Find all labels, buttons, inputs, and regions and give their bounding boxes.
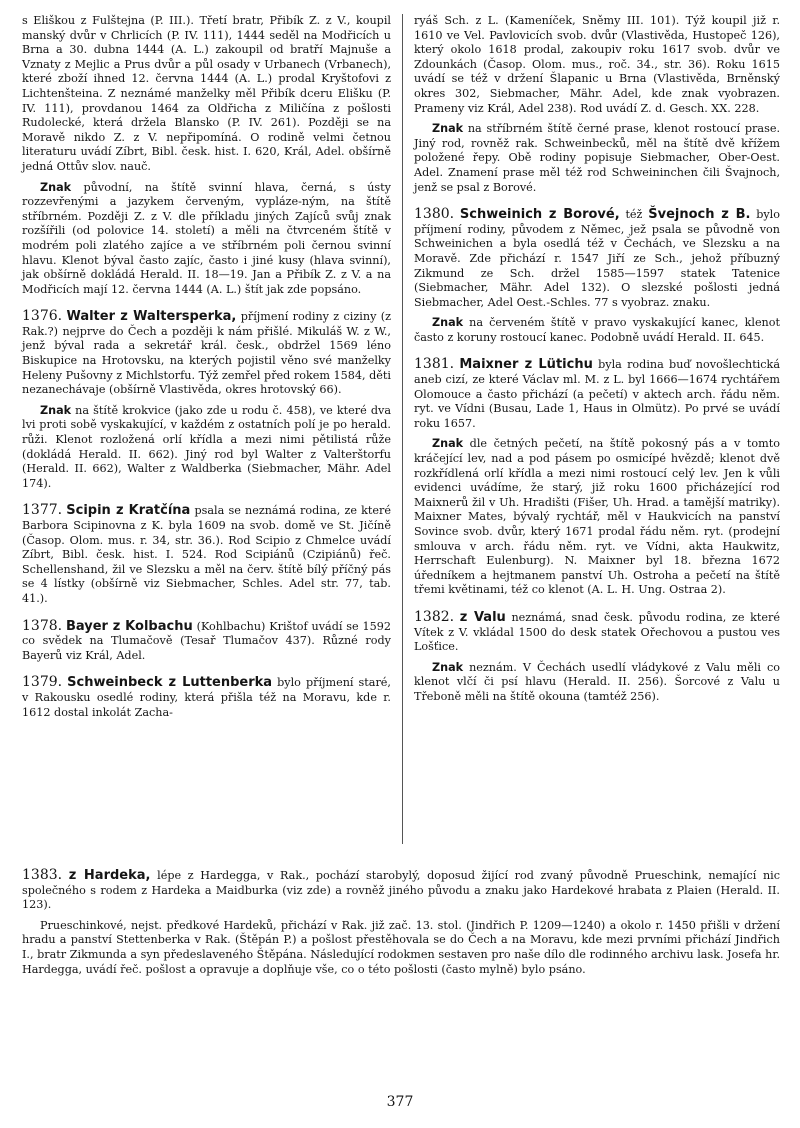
column-divider: [402, 14, 403, 844]
continuation-znak-paragraph: [414, 122, 780, 195]
znak-text: na červeném štítě v pravo vyskakující kanec, klenot často z koruny rostoucí kanec. Podobně uvádí Herald. II. 645.: [414, 316, 780, 344]
entry-number: 1381.: [414, 356, 455, 373]
znak-lead: Znak: [40, 403, 72, 417]
entry-1379: [22, 675, 391, 720]
entry-1380: [414, 207, 780, 345]
znak-text: dle četných pečetí, na štítě pokosný pás a v tomto kráčející lev, nad a pod pásem po osmicípé hvězdě; klenot dvě rozkřídlená orlí křídla a mezi nimi rostoucí celý lev. Jen k vůli evidenci uvádíme, že starý, již roku 1600 přicházející rod Maixnerů žil v Uh. Hradišti (Fišer, Uh. Hrad. a tamější matriky). Maixner Mates, bývalý rychtář, měl v Haukvicích na panství Sovince svob. dvůr, který 1671 prodal řádu něm. ryt. (prodejní smlouva v arch. řádu něm. ryt. ve Vídni, akta Haukwitz, Herrschaft Eulenburg). N. Maixner byl 18. března 1672 úředníkem a hejtmanem panství Uh. Ostroha a pečetí na štítě třemi květinami, též co klenot (A. L. H. Ung. Ostraa 2).: [414, 437, 780, 597]
znak-lead: Znak: [432, 316, 464, 330]
entry-name: z Valu: [459, 609, 506, 625]
entry-1377: [22, 503, 391, 606]
entry-text: bylo příjmení staré, v Rakousku osedlé rodiny, která přišla též na Moravu, kde r. 1612 dostal inkolát Zacha-: [22, 676, 391, 719]
continuation-paragraph: ryáš Sch. z L. (Kameníček, Sněmy III. 101). Týž koupil již r. 1610 ve Vel. Pavlovicích svob. dvůr (Vlastivěda, Hustopeč 126), který okolo 1618 prodal, zakoupiv roku 1617 svob. dvůr ve Zdounkách (Časop. Olom. mus., roč. 34., str. 36). Roku 1615 uvádí se též v držení Šlapanic u Brna (Vlastivěda, Brněnský okres 302, Siebmacher, Mähr. Adel, kde znak vyobrazen. Prameny viz Král, Adel 238). Rod uvádí Z. d. Gesch. XX. 228.: [414, 14, 780, 115]
entry-1376: [22, 309, 391, 491]
znak-lead: Znak: [40, 180, 72, 194]
intro-paragraph: s Eliškou z Fulštejna (P. III.). Třetí bratr, Přibík Z. z V., koupil manský dvůr v Chrlicích (P. IV. 111), 1444 seděl na Modřicích u Brna a 30. dubna 1444 (A. L.) zakoupil od bratří Majnuše a Vznaty z Mejlic a Prus dvůr a půl osady v Urbanech (Vrbanech), které zboží ihned 12. června 1444 (A. L.) prodal Kryštofovi z Lichtenšteina. Z neznámé manželky měl Přibík dceru Elišku (P. IV. 111), provdanou 1464 za Oldřicha z Miličína z pošlosti Rudolecké, která držela Blansko (P. IV. 261). Později se na Moravě nikdo Z. z V. nepřipomíná. O rodině velmi četnou literaturu uvádí Zíbrt, Bibl. česk. hist. I. 620, Král, Adel. obšírně jedná Ottův slov. nauč.: [22, 14, 391, 173]
entry-number: 1377.: [22, 502, 63, 519]
entry-number: 1383.: [22, 867, 63, 883]
entry-paragraph: Prueschinkové, nejst. předkové Hardeků, přichází v Rak. již zač. 13. stol. (Jindřich P. 1209—1240) a okolo r. 1450 přišli v držení hradu a panství Stettenberka v Rak. (Štěpán P.) a pošlost přestěhovala se do Čech a na Moravu, kde mezi prvními přichází Jindřich I., bratr Zikmunda a syn předeslaveného Štěpána. Následující rodokmen sestaven pro naše dílo dle rodinného archivu lask. Josefa hr. Hardegga, uvádí řeč. pošlost a opravuje a doplňuje vše, co o této pošlosti (často mylně) bylo psáno.: [22, 918, 780, 976]
left-column: [22, 14, 391, 720]
entry-name: Schweinich z Borové,: [459, 207, 620, 223]
znak-text: původní, na štítě svinní hlava, černá, s ústy rozzevřenými a jazykem červeným, vypláze-ným, na štítě stříbrném. Později Z. z V. dle příkladu jiných Zajíců svůj znak rozšířili (od polovice 14. století) a měli na čtvrceném štítě v modrém poli zlatého zajíce a ve stříbrném poli černou svinní hlavu. Klenot býval často zajíc, často i jiné kusy (hlava svinní), jak obšírně dokládá Herald. II. 18—19. Jan a Přibík Z. z V. a na Modřicích mají 12. června 1444 (A. L.) štít jak zde popsáno.: [22, 180, 391, 296]
page-number: 377: [386, 1094, 414, 1110]
znak-text: na stříbrném štítě černé prase, klenot rostoucí prase. Jiný rod, rovněž rak. Schweinbecků, měl na štítě dvě křížem položené řepy. Obě rodiny popisuje Siebmacher, Ober-Oest. Adel. Znamení prase měl též rod Schweininchen čili Švajnoch, jenž se psal z Borové.: [414, 122, 780, 194]
znak-text: na štítě krokvice (jako zde u rodu č. 458), ve které dva lvi proti sobě vyskakující, v každém z ostatních polí je po herald. růži. Klenot rozložená orlí křídla a mezi nimi pětilistá růže (dokládá Herald. II. 662). Jiný rod byl Walter z Valterštorfu (Herald. II. 662), Walter z Waldberka (Siebmacher, Mähr. Adel 174).: [22, 403, 391, 490]
entry-text: byla rodina buď novošlechtická aneb cizí, ze které Václav ml. M. z L. byl 1666—1674 rychtářem Olomouce a často přichází (a pečetí) v aktech arch. řádu něm. ryt. ve Vídni (Busau, Lade 1, Haus in Olmütz). Po prvé se uvádí roku 1657.: [414, 358, 781, 430]
entry-number: 1378.: [22, 617, 63, 634]
entry-1378: [22, 619, 391, 664]
entry-1381: [414, 357, 780, 598]
right-column: [414, 14, 780, 705]
znak-lead: Znak: [432, 660, 464, 674]
entry-text: příjmení rodiny z ciziny (z Rak.?) nejprve do Čech a později k nám přišlé. Mikuláš W. z W., jenž býval rada a sekretář král. česk., obdržel 1569 léno Biskupice na Hrotovsku, na kterých pojistil věno své manželky Heleny Pušovny z Michlstorfu. Týž zemřel před rokem 1584, děti nezanechávaje (obšírně Vlastivěda, okres hrotovský 66).: [22, 310, 391, 397]
znak-lead: Znak: [432, 122, 464, 136]
entry-text: neznámá, snad česk. původu rodina, ze které Vítek z V. vkládal 1500 do desk statek Ořechovou a pustou ves Lošťice.: [414, 610, 780, 654]
znak-text: neznám. V Čechách usedlí vládykové z Valu měli co klenot vlčí či psí hlavu (Herald. II. 256). Šorcové z Valu u Třeboně měli na štítě okouna (tamtéž 256).: [414, 660, 780, 703]
entry-name: Schweinbeck z Luttenberka: [67, 675, 273, 691]
entry-name: Scipin z Kratčína: [66, 503, 191, 519]
entry-number: 1382.: [414, 608, 455, 625]
entry-name: Maixner z Lütichu: [459, 357, 593, 373]
entry-1382: [414, 610, 780, 705]
entry-name: Bayer z Kolbachu: [65, 618, 193, 634]
entry-text: psala se neznámá rodina, ze které Barbora Scipinovna z K. byla 1609 na svob. domě ve St. Jičíně (Časop. Olom. mus. r. 34, str. 36.). Rod Scipio z Chmelce uvádí Zíbrt, Bibl. česk. hist. I. 524. Rod Scipiánů (Czipiánů) řeč. Schellenshand, žil ve Slezsku a měl na červ. štítě bílý příčný pás se 4 lístky (obšírně viz Siebmacher, Schles. Adel str. 77, tab. 41.).: [22, 504, 391, 605]
entry-number: 1376.: [22, 308, 63, 325]
entry-number: 1379.: [22, 674, 63, 691]
entry-number: 1380.: [414, 206, 455, 223]
entry-name-alt: Švejnoch z B.: [648, 207, 751, 223]
entry-name-suffix: též: [619, 208, 649, 222]
entry-1383: [22, 868, 780, 977]
entry-name: z Hardeka,: [68, 868, 151, 883]
entry-text: (Kohlbachu) Krištof uvádí se 1592 co svědek na Tlumačově (Tesař Tlumačov 437). Různé rody Bayerů viz Král, Adel.: [22, 619, 392, 662]
znak-lead: Znak: [432, 437, 464, 451]
intro-znak-paragraph: [22, 181, 391, 298]
entry-text: lépe z Hardegga, v Rak., pochází starobylý, doposud žijící rod zvaný původně Prueschink, nemající nic společného s rodem z Hardeka a Maidburka (viz zde) a rovněž jiného původu a znaku jako Hardekové hrabata z Plaien (Herald. II. 123).: [22, 869, 781, 912]
entry-text: bylo příjmení rodiny, původem z Němec, jež psala se původně von Schweinichen a byla osedlá též v Čechách, ve Slezsku a na Moravě. Zde přichází r. 1547 Jiří ze Sch., jehož příbuzný Zikmund ze Sch. držel 1585—1597 statek Tatenice (Siebmacher, Mähr. Adel 132). O slezské pošlosti jedná Siebmacher, Adel Oest.-Schles. 77 s vyobraz. znaku.: [414, 208, 780, 309]
entry-name: Walter z Waltersperka,: [66, 309, 237, 325]
